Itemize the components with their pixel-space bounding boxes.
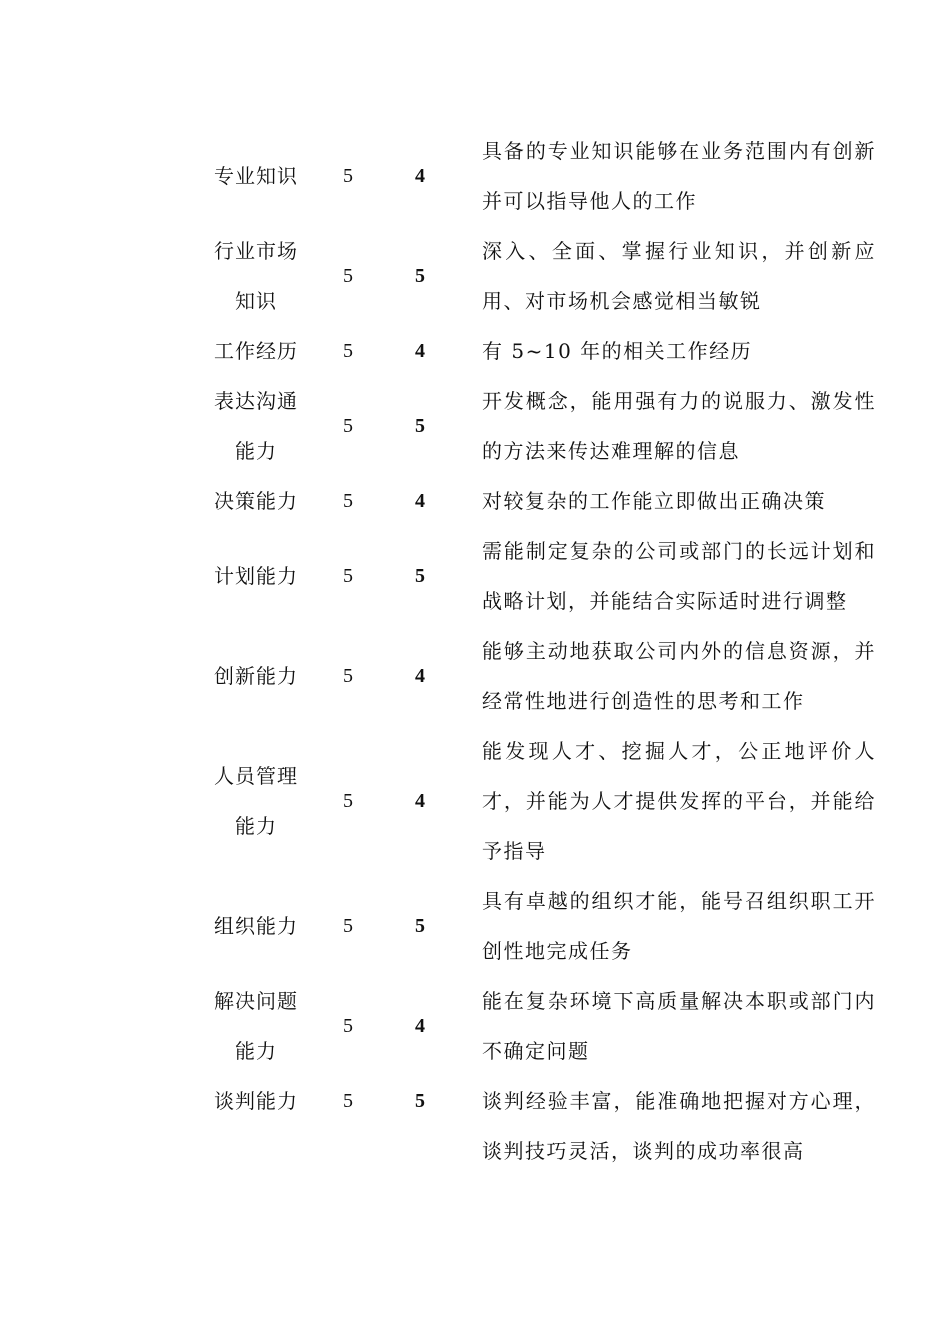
competency-description: 能够主动地获取公司内外的信息资源，并经常性地进行创造性的思考和工作: [482, 639, 876, 713]
table-row: [200, 976, 876, 1076]
full-score: 5: [343, 415, 353, 437]
table-row: [200, 126, 876, 226]
score-value: 4: [415, 790, 425, 812]
score-value: 5: [415, 415, 425, 437]
competency-name: 创新能力: [214, 664, 298, 688]
score-value: 4: [415, 490, 425, 512]
competency-description: 能发现人才、挖掘人才，公正地评价人才，并能为人才提供发挥的平台，并能给予指导: [482, 739, 876, 863]
table-row: [200, 226, 876, 326]
score-value: 4: [415, 165, 425, 187]
score-value: 5: [415, 915, 425, 937]
competency-name: 工作经历: [214, 339, 298, 363]
competency-name: 行业市场 知识: [214, 239, 298, 313]
competency-name: 谈判能力: [214, 1089, 298, 1113]
competency-name: 表达沟通 能力: [214, 389, 298, 463]
competency-name: 计划能力: [214, 564, 298, 588]
competency-description: 对较复杂的工作能立即做出正确决策: [482, 489, 826, 513]
competency-description: 有 5~10 年的相关工作经历: [482, 339, 753, 363]
score-value: 5: [415, 565, 425, 587]
full-score: 5: [343, 490, 353, 512]
competency-description: 深入、全面、掌握行业知识，并创新应用、对市场机会感觉相当敏锐: [482, 239, 876, 313]
full-score: 5: [343, 665, 353, 687]
competency-name: 人员管理 能力: [214, 764, 298, 838]
table-row: [200, 526, 876, 626]
score-value: 5: [415, 265, 425, 287]
score-value: 4: [415, 340, 425, 362]
full-score: 5: [343, 165, 353, 187]
competency-description: 谈判经验丰富，能准确地把握对方心理，谈判技巧灵活，谈判的成功率很高: [482, 1089, 876, 1163]
competency-name: 专业知识: [214, 164, 298, 188]
table-row: [200, 876, 876, 976]
table-row: [200, 476, 876, 526]
table-row: [200, 376, 876, 476]
full-score: 5: [343, 340, 353, 362]
score-value: 4: [415, 665, 425, 687]
full-score: 5: [343, 915, 353, 937]
competency-name: 解决问题 能力: [214, 989, 298, 1063]
competency-description: 开发概念，能用强有力的说服力、激发性的方法来传达难理解的信息: [482, 389, 876, 463]
competency-name: 组织能力: [214, 914, 298, 938]
competency-name: 决策能力: [214, 489, 298, 513]
full-score: 5: [343, 1015, 353, 1037]
full-score: 5: [343, 265, 353, 287]
table-row: [200, 626, 876, 726]
competency-description: 需能制定复杂的公司或部门的长远计划和战略计划，并能结合实际适时进行调整: [482, 539, 876, 613]
full-score: 5: [343, 790, 353, 812]
competency-description: 具备的专业知识能够在业务范围内有创新并可以指导他人的工作: [482, 139, 876, 213]
score-value: 5: [415, 1090, 425, 1112]
competency-description: 具有卓越的组织才能，能号召组织职工开创性地完成任务: [482, 889, 876, 963]
full-score: 5: [343, 1090, 353, 1112]
table-row: [200, 326, 876, 376]
table-row: [200, 726, 876, 876]
competency-table: [200, 126, 876, 1176]
table-row: [200, 1076, 876, 1176]
competency-description: 能在复杂环境下高质量解决本职或部门内不确定问题: [482, 989, 876, 1063]
score-value: 4: [415, 1015, 425, 1037]
full-score: 5: [343, 565, 353, 587]
